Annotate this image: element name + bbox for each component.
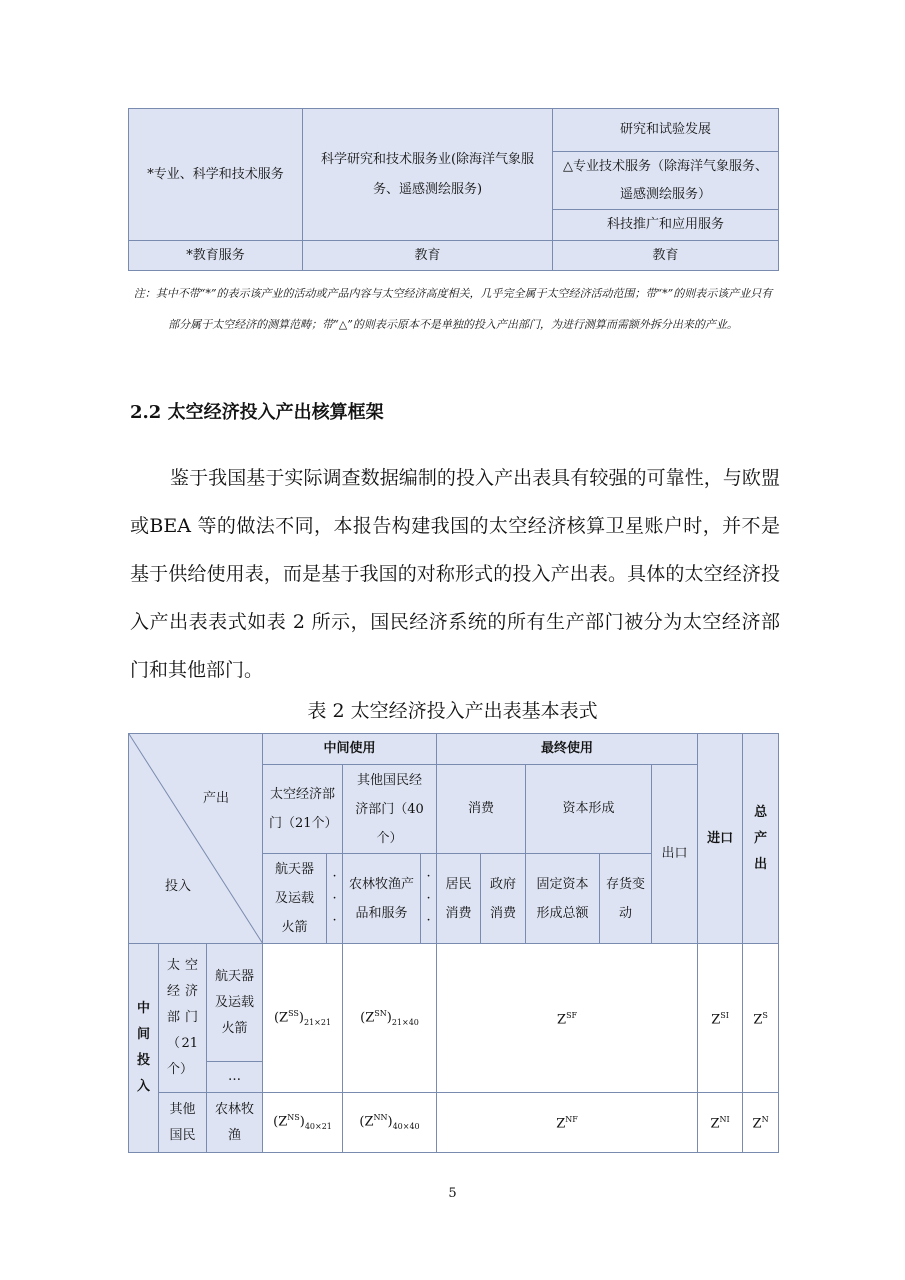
total-output-header: 总产出 (743, 734, 779, 944)
agri-col-header: 农林牧渔产品和服务 (343, 854, 421, 944)
page-number: 5 (448, 1186, 457, 1201)
household-consumption-header: 居民消费 (437, 854, 481, 944)
space-sector-row-header: 太空经济部门（21个） (159, 944, 207, 1093)
government-consumption-header: 政府消费 (481, 854, 526, 944)
agri-row-header: 农林牧渔 (207, 1093, 263, 1153)
subsector-tech-promotion: 科技推广和应用服务 (553, 210, 779, 241)
z-n-cell: $Z^N$ (743, 1093, 779, 1153)
input-label: 投入 (165, 879, 192, 894)
subsector-professional-tech: △专业技术服务（除海洋气象服务、遥感测绘服务） (553, 152, 779, 210)
final-use-header: 最终使用 (437, 734, 698, 765)
dots-col-2: · · · (421, 854, 437, 944)
z-sf-cell: $Z^{SF}$ (437, 944, 698, 1093)
output-label: 产出 (203, 791, 230, 806)
space-sectors-header: 太空经济部门（21个） (263, 765, 343, 854)
aerospace-col-header: 航天器及运载火箭 (263, 854, 327, 944)
export-header: 出口 (652, 765, 698, 944)
z-s-cell: $Z^S$ (743, 944, 779, 1093)
section-heading: 2.2 太空经济投入产出核算框架 (130, 402, 384, 423)
aerospace-row-header: 航天器及运载火箭 (207, 944, 263, 1062)
table-note: 注：其中不带“*”的表示该产业的活动或产品内容与太空经济高度相关，几乎完全属于太空经济活动范围；带“*”的则表示该产业只有部分属于太空经济的测算范畴；带“△”的则表示原本不是单独的投入产出部门，为进行测算而需额外拆分出来的产业。 (133, 287, 773, 331)
diagonal-line (129, 734, 263, 944)
sector-classification-table (128, 108, 779, 271)
z-ns-cell: $(Z^{NS})_{40\times 21}$ (263, 1093, 343, 1153)
sector-cell-research: 科学研究和技术服务业(除海洋气象服务、遥感测绘服务) (303, 109, 553, 241)
z-si-cell: $Z^{SI}$ (698, 944, 743, 1093)
table-caption: 表 2 太空经济投入产出表基本表式 (307, 700, 598, 722)
z-ss-cell: $(Z^{SS})_{21\times 21}$ (263, 944, 343, 1093)
sector-cell-education: *教育服务 (129, 241, 303, 271)
z-nf-cell: $Z^{NF}$ (437, 1093, 698, 1153)
dots-col-1: · · · (327, 854, 343, 944)
z-ni-cell: $Z^{NI}$ (698, 1093, 743, 1153)
ellipsis-row-header: … (207, 1062, 263, 1093)
io-table (128, 733, 779, 1153)
body-paragraph: 鉴于我国基于实际调查数据编制的投入产出表具有较强的可靠性，与欧盟或BEA 等的做法不同，本报告构建我国的太空经济核算卫星账户时，并不是基于供给使用表，而是基于我国的对称形式的投入产出表。具体的太空经济投入产出表表式如表 2 所示，国民经济系统的所有生产部门被分为太空经济部门和其他部门。 (130, 467, 780, 681)
other-sectors-header: 其他国民经济部门（40个） (343, 765, 437, 854)
sector-cell-education-ind: 教育 (303, 241, 553, 271)
inventory-change-header: 存货变动 (600, 854, 652, 944)
other-sector-row-header: 其他国民 (159, 1093, 207, 1153)
capital-formation-header: 资本形成 (526, 765, 652, 854)
z-nn-cell: $(Z^{NN})_{40\times 40}$ (343, 1093, 437, 1153)
intermediate-use-header: 中间使用 (263, 734, 437, 765)
consumption-header: 消费 (437, 765, 526, 854)
fixed-capital-header: 固定资本形成总额 (526, 854, 600, 944)
subsector-education: 教育 (553, 241, 779, 271)
intermediate-input-header: 中间投入 (129, 944, 159, 1153)
subsector-rnd: 研究和试验发展 (553, 109, 779, 152)
header-diagonal-cell (129, 734, 263, 944)
z-sn-cell: $(Z^{SN})_{21\times 40}$ (343, 944, 437, 1093)
import-header: 进口 (698, 734, 743, 944)
sector-cell-professional: *专业、科学和技术服务 (129, 109, 303, 241)
